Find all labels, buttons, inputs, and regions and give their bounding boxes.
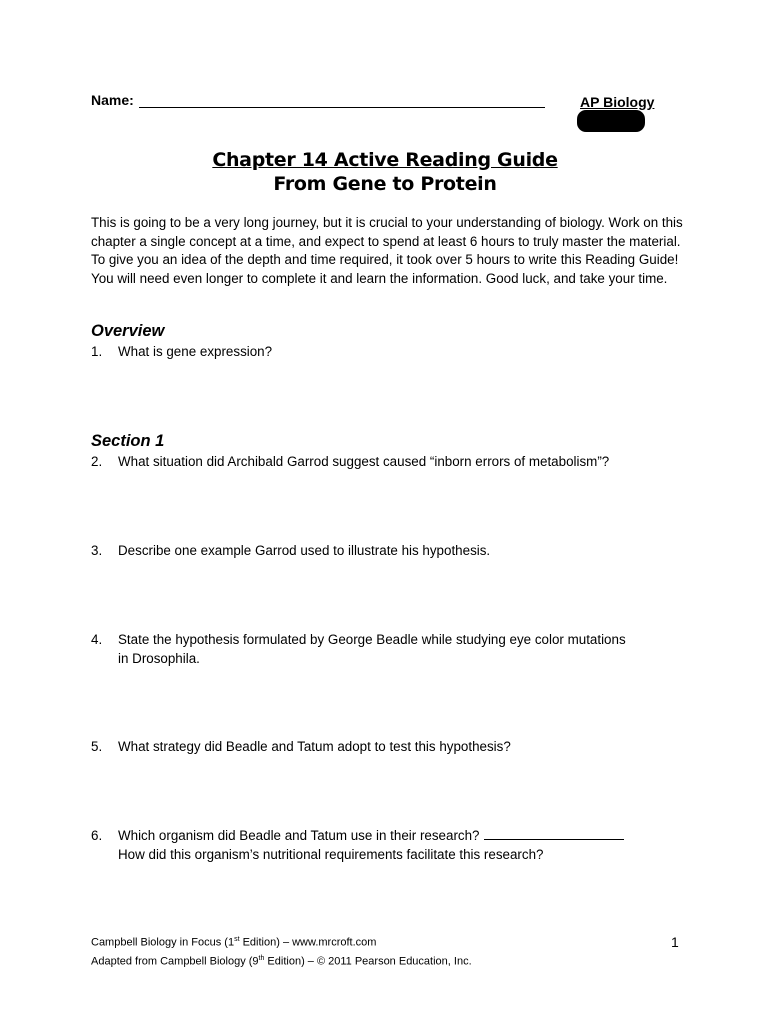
question-number: 2. (91, 454, 103, 469)
question-number: 6. (91, 828, 103, 843)
page-subtitle: From Gene to Protein (273, 173, 497, 195)
question-text: Which organism did Beadle and Tatum use in their research? (118, 828, 480, 843)
title-block (0, 148, 770, 196)
question-text: State the hypothesis formulated by George Beadle while studying eye color mutations in Drosophila. (118, 632, 626, 666)
page-number: 1 (671, 934, 679, 950)
footer-superscript: st (234, 936, 240, 943)
question-text: What situation did Archibald Garrod suggest caused “inborn errors of metabolism”? (118, 454, 610, 469)
footer-text: Edition) – www.mrcroft.com (239, 936, 377, 949)
question-number: 1. (91, 344, 103, 359)
question-number: 3. (91, 543, 103, 558)
question-text-followup: How did this organism’s nutritional requirements facilitate this research? (118, 846, 544, 862)
footer-text: Campbell Biology in Focus (1 (91, 936, 235, 949)
question-text-group (118, 827, 693, 864)
question-number: 4. (91, 632, 103, 647)
page-title: Chapter 14 Active Reading Guide (212, 149, 558, 171)
question-text: What is gene expression? (118, 344, 273, 359)
footer-superscript: th (258, 954, 265, 962)
name-label: Name: (91, 92, 134, 108)
footer-text: Adapted from Campbell Biology (9 (91, 955, 259, 968)
course-label: AP Biology (580, 94, 655, 110)
footer-line-2 (91, 951, 691, 970)
question-text: Describe one example Garrod used to illustrate his hypothesis. (118, 543, 491, 558)
question-text: What strategy did Beadle and Tatum adopt to test this hypothesis? (118, 739, 511, 754)
section-heading-section-1: Section 1 (91, 432, 165, 450)
redaction-mark (577, 110, 645, 132)
footer-text: Edition) – © 2011 Pearson Education, Inc. (264, 955, 472, 968)
intro-paragraph: This is going to be a very long journey, but it is crucial to your understanding of biology. Work on this chapter a single concept at a time, and expect to spend at least 6 hours to truly master the material. To give you an idea of the depth and time required, it took over 5 hours to write this Reading Guide! You will need even longer to complete it and learn the information. Good luck, and take your time. (91, 215, 683, 286)
question-number: 5. (91, 739, 103, 754)
section-heading-overview: Overview (91, 322, 165, 340)
footer-line-1 (91, 932, 691, 951)
footer (91, 932, 691, 969)
answer-blank-line (484, 827, 624, 840)
name-blank-line (139, 107, 545, 108)
